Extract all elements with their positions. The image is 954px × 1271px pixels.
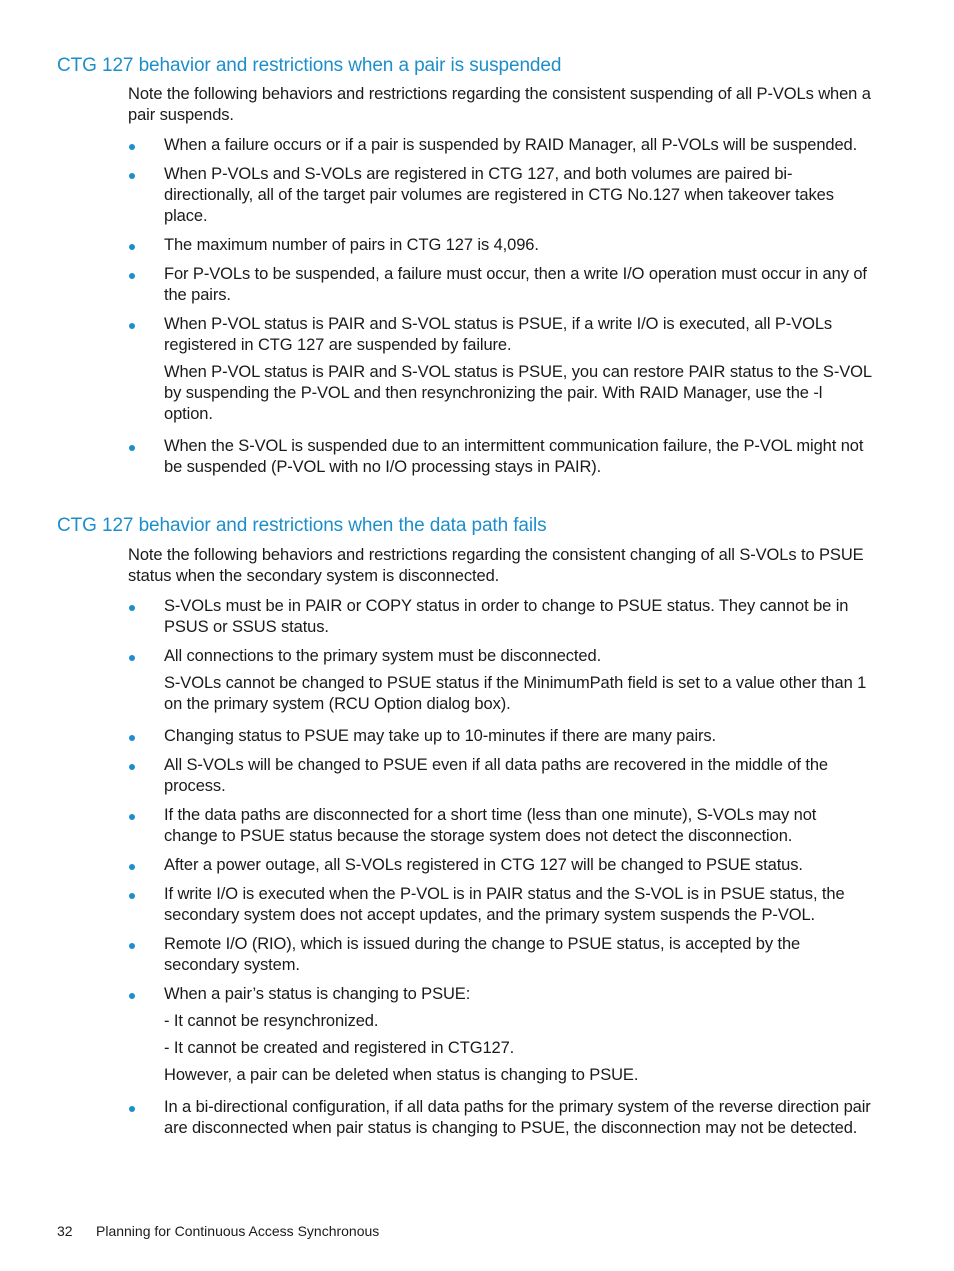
page-footer	[57, 1222, 379, 1240]
section-body-data-path-fails	[128, 545, 873, 1147]
bullet-item: All S-VOLs will be changed to PSUE even if all data paths are recovered in the middle of the process.	[128, 755, 873, 797]
bullet-item: The maximum number of pairs in CTG 127 is 4,096.	[128, 235, 873, 256]
section-body-pair-suspended	[128, 84, 873, 486]
bullet-item: If write I/O is executed when the P-VOL is in PAIR status and the S-VOL is in PSUE status, the secondary system does not accept updates, and the primary system suspends the P-VOL.	[128, 884, 873, 926]
bullet-item: All connections to the primary system must be disconnected. S-VOLs cannot be changed to PSUE status if the MinimumPath field is set to a value other than 1 on the primary system (RCU Option dialog box).	[128, 646, 873, 715]
bullet-item: If the data paths are disconnected for a short time (less than one minute), S-VOLs may not change to PSUE status because the storage system does not detect the disconnection.	[128, 805, 873, 847]
bullet-subparagraph: However, a pair can be deleted when status is changing to PSUE.	[164, 1066, 639, 1084]
bullet-item: After a power outage, all S-VOLs registered in CTG 127 will be changed to PSUE status.	[128, 855, 873, 876]
bullet-item: When a failure occurs or if a pair is suspended by RAID Manager, all P-VOLs will be suspended.	[128, 135, 873, 156]
bullet-item: S-VOLs must be in PAIR or COPY status in order to change to PSUE status. They cannot be in PSUS or SSUS status.	[128, 596, 873, 638]
bullet-item: When the S-VOL is suspended due to an intermittent communication failure, the P-VOL might not be suspended (P-VOL with no I/O processing stays in PAIR).	[128, 436, 873, 478]
bullet-list	[128, 135, 873, 478]
section-intro: Note the following behaviors and restrictions regarding the consistent changing of all S-VOLs to PSUE status when the secondary system is disconnected.	[128, 546, 864, 585]
bullet-subparagraph: When P-VOL status is PAIR and S-VOL status is PSUE, you can restore PAIR status to the S-VOL by suspending the P-VOL and then resynchronizing the pair. With RAID Manager, use the -l option.	[164, 363, 872, 423]
bullet-item: When a pair’s status is changing to PSUE: - It cannot be resynchronized. - It cannot be created and registered in CTG127. However, a pair can be deleted when status is changing to PSUE.	[128, 984, 873, 1086]
bullet-item: When P-VOL status is PAIR and S-VOL status is PSUE, if a write I/O is executed, all P-VOLs registered in CTG 127 are suspended by failure. When P-VOL status is PAIR and S-VOL status is PSUE, you can restore PAIR status to the S-VOL by suspending the P-VOL and then resynchronizing the pair. With RAID Manager, use the -l option.	[128, 314, 873, 425]
section-intro: Note the following behaviors and restrictions regarding the consistent suspending of all P-VOLs when a pair suspends.	[128, 85, 871, 124]
bullet-subparagraph: - It cannot be created and registered in CTG127.	[164, 1039, 515, 1057]
bullet-subparagraph: - It cannot be resynchronized.	[164, 1012, 379, 1030]
bullet-item: When P-VOLs and S-VOLs are registered in CTG 127, and both volumes are paired bi-directionally, all of the target pair volumes are registered in CTG No.127 when takeover takes place.	[128, 164, 873, 227]
bullet-list	[128, 596, 873, 1139]
bullet-item: Changing status to PSUE may take up to 10-minutes if there are many pairs.	[128, 726, 873, 747]
bullet-item: In a bi-directional configuration, if all data paths for the primary system of the reverse direction pair are disconnected when pair status is changing to PSUE, the disconnection may not be detected.	[128, 1097, 873, 1139]
page-number: 32	[57, 1223, 73, 1239]
section-heading-pair-suspended: CTG 127 behavior and restrictions when a pair is suspended	[57, 55, 562, 76]
running-title: Planning for Continuous Access Synchronous	[96, 1223, 380, 1239]
section-heading-data-path-fails: CTG 127 behavior and restrictions when the data path fails	[57, 515, 547, 536]
bullet-subparagraph: S-VOLs cannot be changed to PSUE status if the MinimumPath field is set to a value other than 1 on the primary system (RCU Option dialog box).	[164, 674, 867, 713]
bullet-item: Remote I/O (RIO), which is issued during the change to PSUE status, is accepted by the secondary system.	[128, 934, 873, 976]
bullet-item: For P-VOLs to be suspended, a failure must occur, then a write I/O operation must occur in any of the pairs.	[128, 264, 873, 306]
